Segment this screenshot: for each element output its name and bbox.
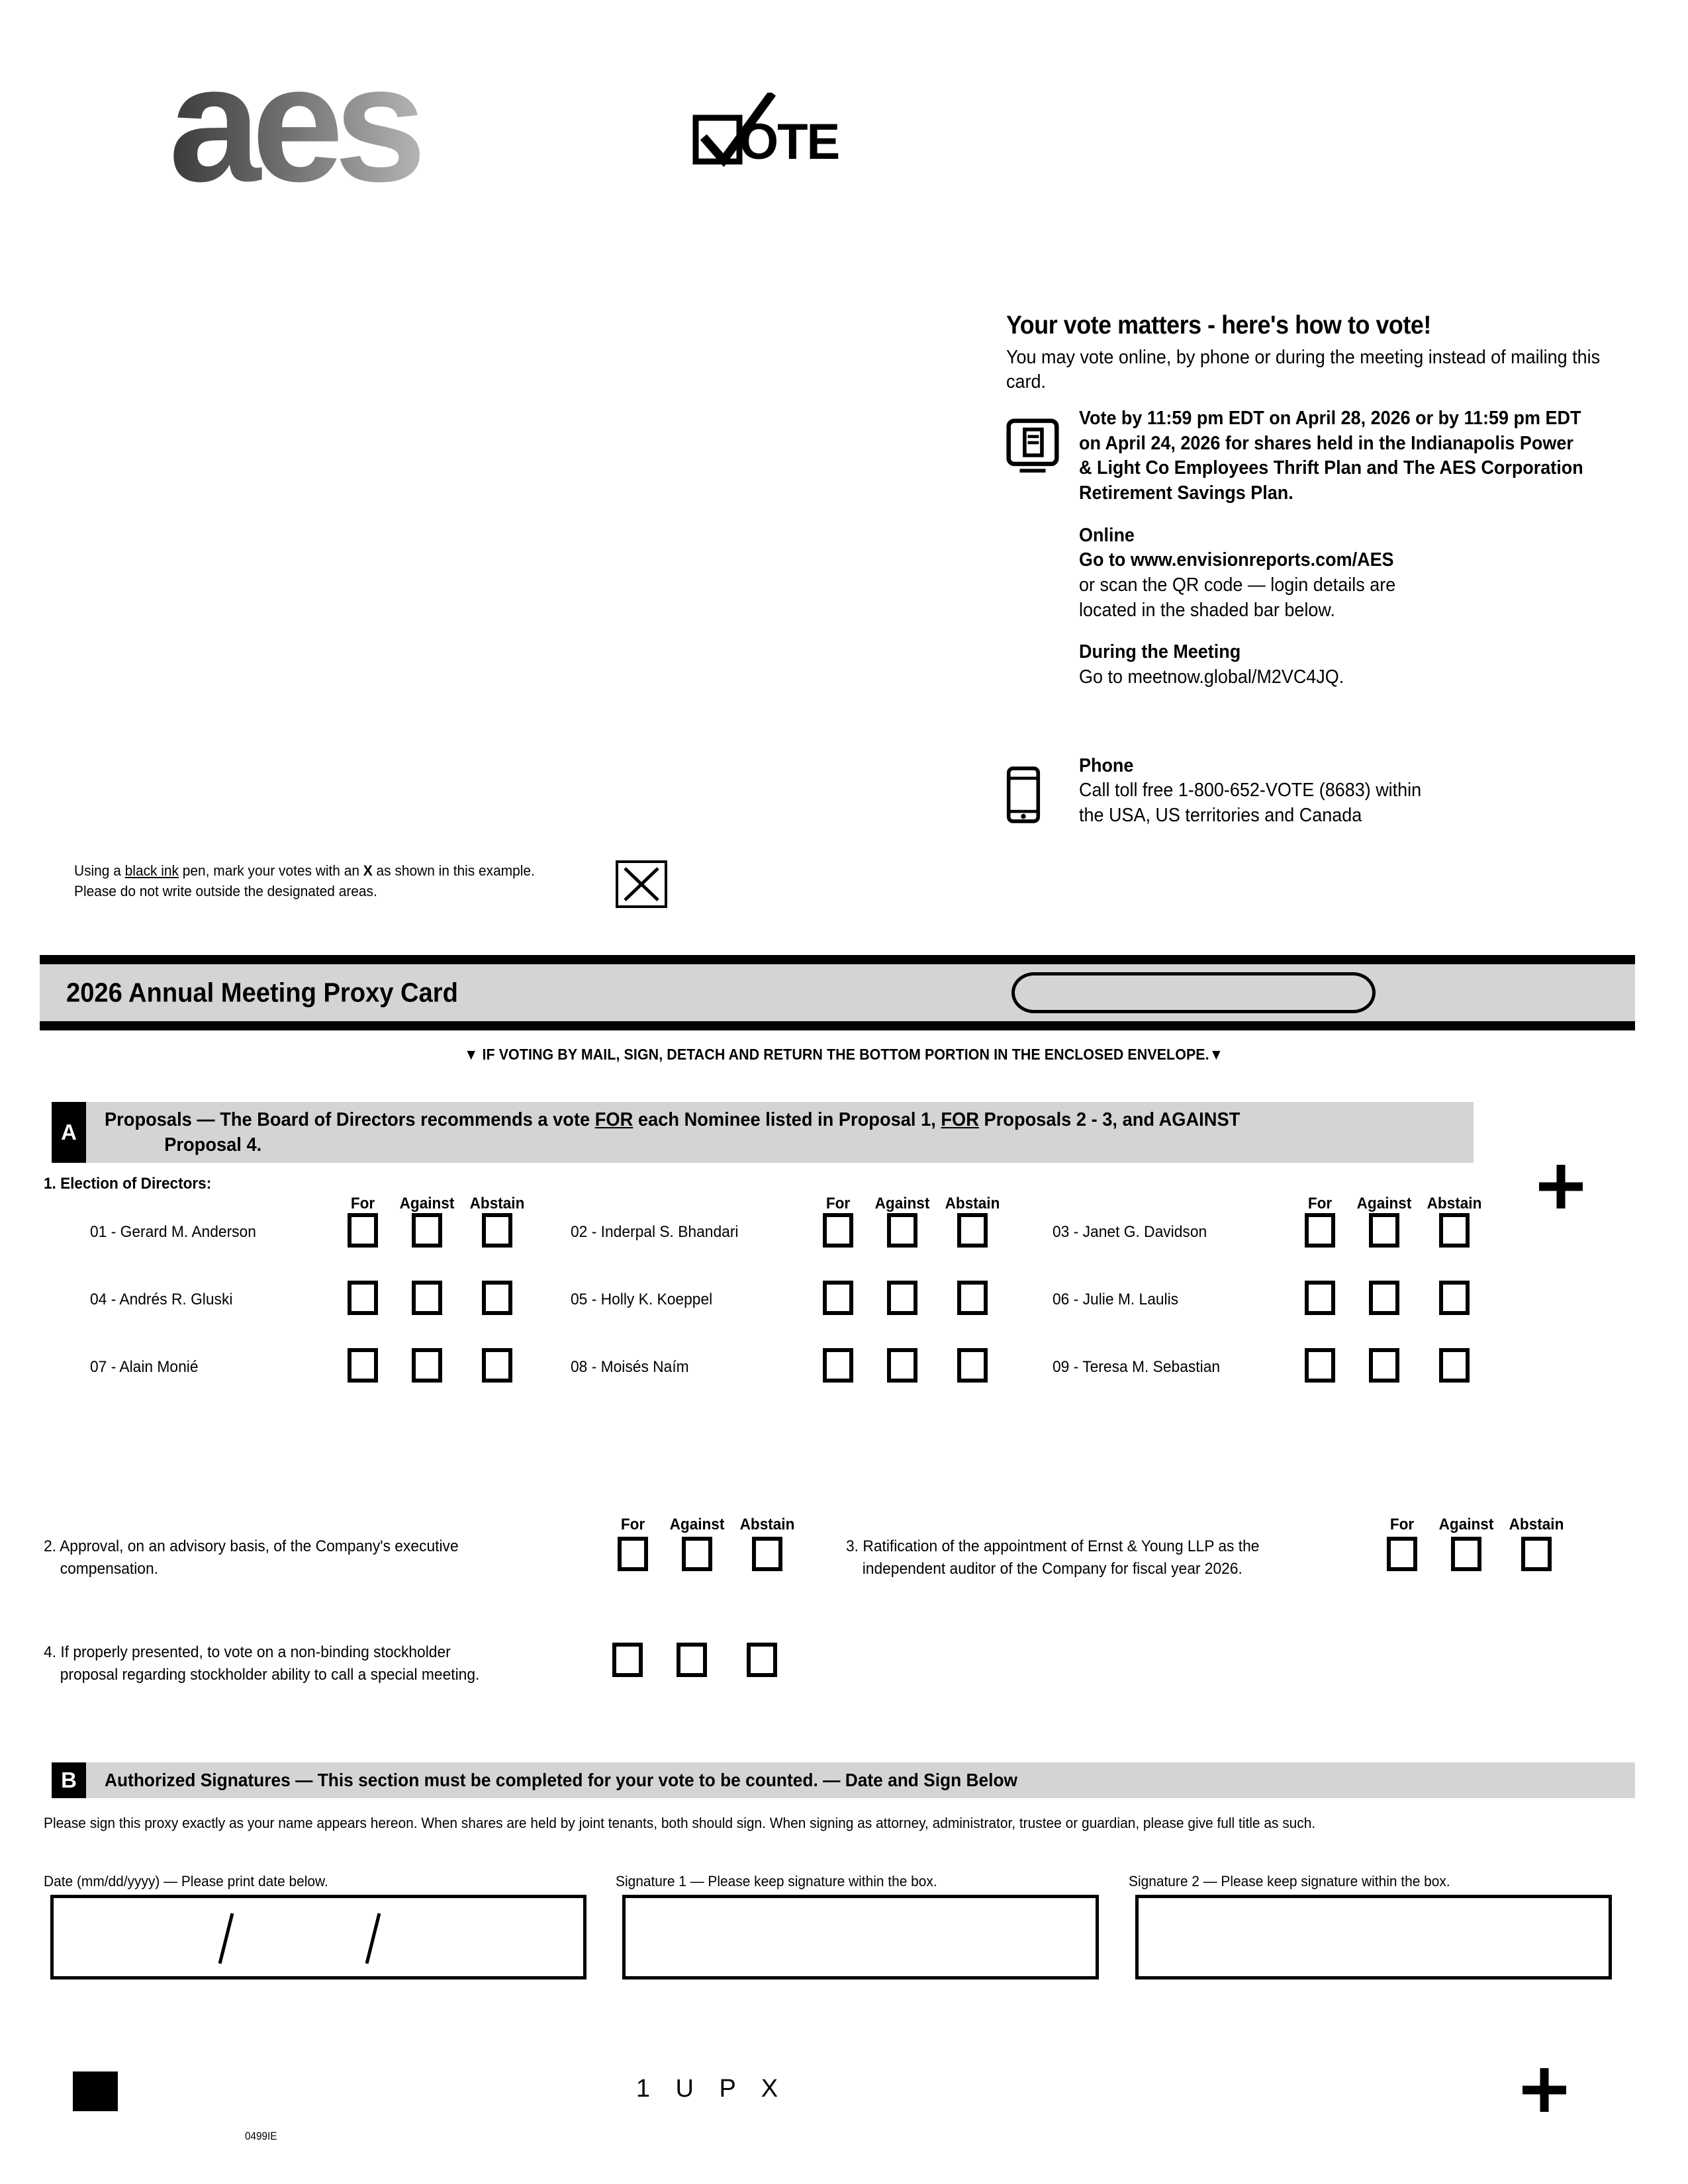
nominee-05: 05 - Holly K. Koeppel	[571, 1291, 713, 1308]
voting-instructions-panel	[1006, 311, 1628, 829]
section-b-letter: B	[52, 1762, 86, 1798]
p1-col1-head-against: Against	[399, 1195, 455, 1212]
checkbox-nominee-08-for[interactable]	[823, 1348, 853, 1383]
p1-col2-head-for: For	[825, 1195, 851, 1212]
mail-instruction-note	[0, 1046, 1688, 1064]
proposal-4-text	[44, 1641, 572, 1686]
online-qr-note-2: located in the shaded bar below.	[1079, 599, 1335, 621]
proposal-4-line2: proposal regarding stockholder ability to call a special meeting.	[60, 1666, 480, 1684]
nominee-09: 09 - Teresa M. Sebastian	[1053, 1358, 1221, 1376]
secA-h3: Proposals 2 - 3, and AGAINST	[978, 1109, 1241, 1130]
p1-col3-head-for: For	[1307, 1195, 1333, 1212]
ink-note-line2: Please do not write outside the designated areas.	[74, 883, 377, 900]
title-bar-gray	[40, 964, 1635, 1021]
p1-col2-head-against: Against	[874, 1195, 930, 1212]
checkbox-nominee-06-for[interactable]	[1305, 1281, 1335, 1315]
checkbox-nominee-06-abstain[interactable]	[1439, 1281, 1470, 1315]
section-a-bar	[86, 1102, 1474, 1163]
p2-head-abstain: Abstain	[739, 1516, 795, 1533]
checkbox-nominee-09-abstain[interactable]	[1439, 1348, 1470, 1383]
proposal-3-text	[846, 1535, 1343, 1580]
phone-icon	[1006, 754, 1079, 827]
p3-head-abstain: Abstain	[1509, 1516, 1564, 1533]
online-instructions-row	[1006, 406, 1628, 690]
page-title: 2026 Annual Meeting Proxy Card	[66, 977, 458, 1008]
checkbox-proposal-4-for[interactable]	[612, 1643, 643, 1677]
p3-head-for: For	[1389, 1516, 1415, 1533]
checkbox-nominee-05-against[interactable]	[887, 1281, 917, 1315]
signature-1-box[interactable]	[622, 1895, 1099, 1979]
nominee-08: 08 - Moisés Naím	[571, 1358, 689, 1376]
proposal-2-line2: compensation.	[60, 1560, 158, 1578]
meeting-url[interactable]: Go to meetnow.global/M2VC4JQ.	[1079, 666, 1344, 688]
checkbox-proposal-4-abstain[interactable]	[747, 1643, 777, 1677]
example-x-checkbox	[616, 860, 667, 908]
checkbox-nominee-07-for[interactable]	[348, 1348, 378, 1383]
proposal-3-line1: 3. Ratification of the appointment of Ernst & Young LLP as the	[846, 1537, 1260, 1555]
p1-col1-head-for: For	[350, 1195, 375, 1212]
ink-note-underline: black ink	[124, 862, 179, 879]
checkbox-nominee-04-against[interactable]	[412, 1281, 442, 1315]
section-b-bar	[86, 1762, 1635, 1798]
checkbox-nominee-02-for[interactable]	[823, 1213, 853, 1248]
section-b-heading: Authorized Signatures — This section must be completed for your vote to be counted. — Date and Sign Below	[105, 1769, 1018, 1790]
date-input-box[interactable]	[50, 1895, 586, 1979]
checkbox-nominee-06-against[interactable]	[1369, 1281, 1399, 1315]
online-instructions-body	[1079, 406, 1590, 690]
phone-region-line: the USA, US territories and Canada	[1079, 805, 1362, 827]
checkbox-nominee-07-against[interactable]	[412, 1348, 442, 1383]
black-ink-instruction	[74, 860, 571, 901]
secA-h1: Proposals — The Board of Directors recommends a vote	[105, 1109, 595, 1130]
secA-for2: FOR	[941, 1109, 979, 1130]
computer-icon	[1006, 406, 1079, 477]
nominee-04: 04 - Andrés R. Gluski	[90, 1291, 233, 1308]
checkbox-nominee-08-against[interactable]	[887, 1348, 917, 1383]
section-b	[52, 1762, 1635, 1798]
title-rule-top	[40, 955, 1635, 964]
vote-wordmark-logo	[692, 93, 851, 179]
signature-instructions: Please sign this proxy exactly as your name appears hereon. When shares are held by joint tenants, both should sign. When signing as attorney, administrator, trustee or guardian, please give full title as such.	[44, 1815, 1316, 1831]
registration-plus-mark-top	[1539, 1165, 1583, 1208]
section-a-letter: A	[52, 1102, 86, 1163]
checkbox-nominee-09-against[interactable]	[1369, 1348, 1399, 1383]
checkbox-nominee-05-abstain[interactable]	[957, 1281, 988, 1315]
secA-h2: each Nominee listed in Proposal 1,	[633, 1109, 941, 1130]
checkbox-proposal-2-for[interactable]	[618, 1537, 648, 1571]
svg-text:aes: aes	[169, 63, 418, 208]
proposal-2-line1: 2. Approval, on an advisory basis, of the Company's executive	[44, 1537, 459, 1555]
p3-head-against: Against	[1438, 1516, 1494, 1533]
date-slash-1	[218, 1913, 234, 1964]
nominee-07: 07 - Alain Monié	[90, 1358, 199, 1376]
proposal-4-line1: 4. If properly presented, to vote on a non-binding stockholder	[44, 1643, 451, 1661]
date-slash-2	[365, 1913, 381, 1964]
ink-note-pre: Using a	[74, 862, 125, 879]
proposal-2-text	[44, 1535, 572, 1580]
online-title: Online	[1079, 524, 1135, 546]
checkbox-nominee-08-abstain[interactable]	[957, 1348, 988, 1383]
checkbox-proposal-3-against[interactable]	[1451, 1537, 1481, 1571]
phone-title: Phone	[1079, 754, 1134, 776]
date-field-label: Date (mm/dd/yyyy) — Please print date below.	[44, 1873, 328, 1889]
checkbox-nominee-01-for[interactable]	[348, 1213, 378, 1248]
checkbox-proposal-2-against[interactable]	[682, 1537, 712, 1571]
mail-instruction-text: ▼ IF VOTING BY MAIL, SIGN, DETACH AND RETURN THE BOTTOM PORTION IN THE ENCLOSED ENVELOPE.▼	[464, 1046, 1224, 1063]
meeting-title: During the Meeting	[1079, 641, 1241, 663]
proposal-1-label: 1. Election of Directors:	[44, 1175, 212, 1193]
signature-2-label: Signature 2 — Please keep signature within the box.	[1129, 1873, 1450, 1889]
checkbox-nominee-04-abstain[interactable]	[482, 1281, 512, 1315]
online-qr-note-1: or scan the QR code — login details are	[1079, 574, 1396, 596]
secA-for1: FOR	[594, 1109, 633, 1130]
checkbox-proposal-4-against[interactable]	[677, 1643, 707, 1677]
footer-form-code: 0499IE	[245, 2130, 277, 2142]
signature-2-box[interactable]	[1135, 1895, 1612, 1979]
checkbox-proposal-3-for[interactable]	[1387, 1537, 1417, 1571]
signature-1-label: Signature 1 — Please keep signature within the box.	[616, 1873, 937, 1889]
p1-col2-head-abstain: Abstain	[945, 1195, 1000, 1212]
checkbox-nominee-07-abstain[interactable]	[482, 1348, 512, 1383]
footer-upx-code: 1 U P X	[635, 2075, 788, 2103]
phone-number-line[interactable]: Call toll free 1-800-652-VOTE (8683) within	[1079, 780, 1422, 801]
title-rule-bottom	[40, 1021, 1635, 1030]
proxy-title-bar	[40, 955, 1635, 1030]
section-a-heading	[105, 1107, 1240, 1158]
checkbox-nominee-03-against[interactable]	[1369, 1213, 1399, 1248]
nominee-01: 01 - Gerard M. Anderson	[90, 1223, 256, 1241]
phone-instructions-row	[1006, 754, 1628, 829]
p2-head-for: For	[620, 1516, 645, 1533]
nominee-03: 03 - Janet G. Davidson	[1053, 1223, 1207, 1241]
nominee-06: 06 - Julie M. Laulis	[1053, 1291, 1179, 1308]
vote-deadline-text: Vote by 11:59 pm EDT on April 28, 2026 or by 11:59 pm EDT on April 24, 2026 for shares held in the Indianapolis Power & Light Co Employees Thrift Plan and The AES Corporation Retirement Savings Plan.	[1079, 407, 1583, 504]
vote-headline: Your vote matters - here's how to vote!	[1006, 311, 1431, 340]
ink-note-mid: pen, mark your votes with an	[178, 862, 363, 879]
p1-col3-head-abstain: Abstain	[1427, 1195, 1482, 1212]
ink-note-post: as shown in this example.	[372, 862, 535, 879]
checkbox-nominee-03-abstain[interactable]	[1439, 1213, 1470, 1248]
online-url[interactable]: Go to www.envisionreports.com/AES	[1079, 549, 1394, 571]
ink-note-x: X	[363, 862, 373, 879]
checkbox-nominee-05-for[interactable]	[823, 1281, 853, 1315]
section-a	[52, 1102, 1474, 1163]
proposal-3-line2: independent auditor of the Company for fiscal year 2026.	[862, 1560, 1243, 1578]
vote-subhead: You may vote online, by phone or during the meeting instead of mailing this card.	[1006, 346, 1601, 392]
secA-h4: Proposal 4.	[164, 1134, 262, 1156]
phone-instructions-body	[1079, 754, 1590, 829]
p1-col1-head-abstain: Abstain	[469, 1195, 525, 1212]
checkbox-proposal-2-abstain[interactable]	[752, 1537, 782, 1571]
checkbox-nominee-03-for[interactable]	[1305, 1213, 1335, 1248]
aes-logo	[169, 63, 513, 208]
checkbox-proposal-3-abstain[interactable]	[1521, 1537, 1552, 1571]
p2-head-against: Against	[669, 1516, 725, 1533]
checkbox-nominee-04-for[interactable]	[348, 1281, 378, 1315]
registration-plus-mark-bottom	[1523, 2068, 1566, 2112]
checkbox-nominee-01-abstain[interactable]	[482, 1213, 512, 1248]
control-number-field[interactable]	[1011, 972, 1376, 1013]
svg-text:OTE: OTE	[739, 114, 839, 170]
checkbox-nominee-01-against[interactable]	[412, 1213, 442, 1248]
checkbox-nominee-02-against[interactable]	[887, 1213, 917, 1248]
nominee-02: 02 - Inderpal S. Bhandari	[571, 1223, 739, 1241]
checkbox-nominee-09-for[interactable]	[1305, 1348, 1335, 1383]
p1-col3-head-against: Against	[1356, 1195, 1412, 1212]
checkbox-nominee-02-abstain[interactable]	[957, 1213, 988, 1248]
